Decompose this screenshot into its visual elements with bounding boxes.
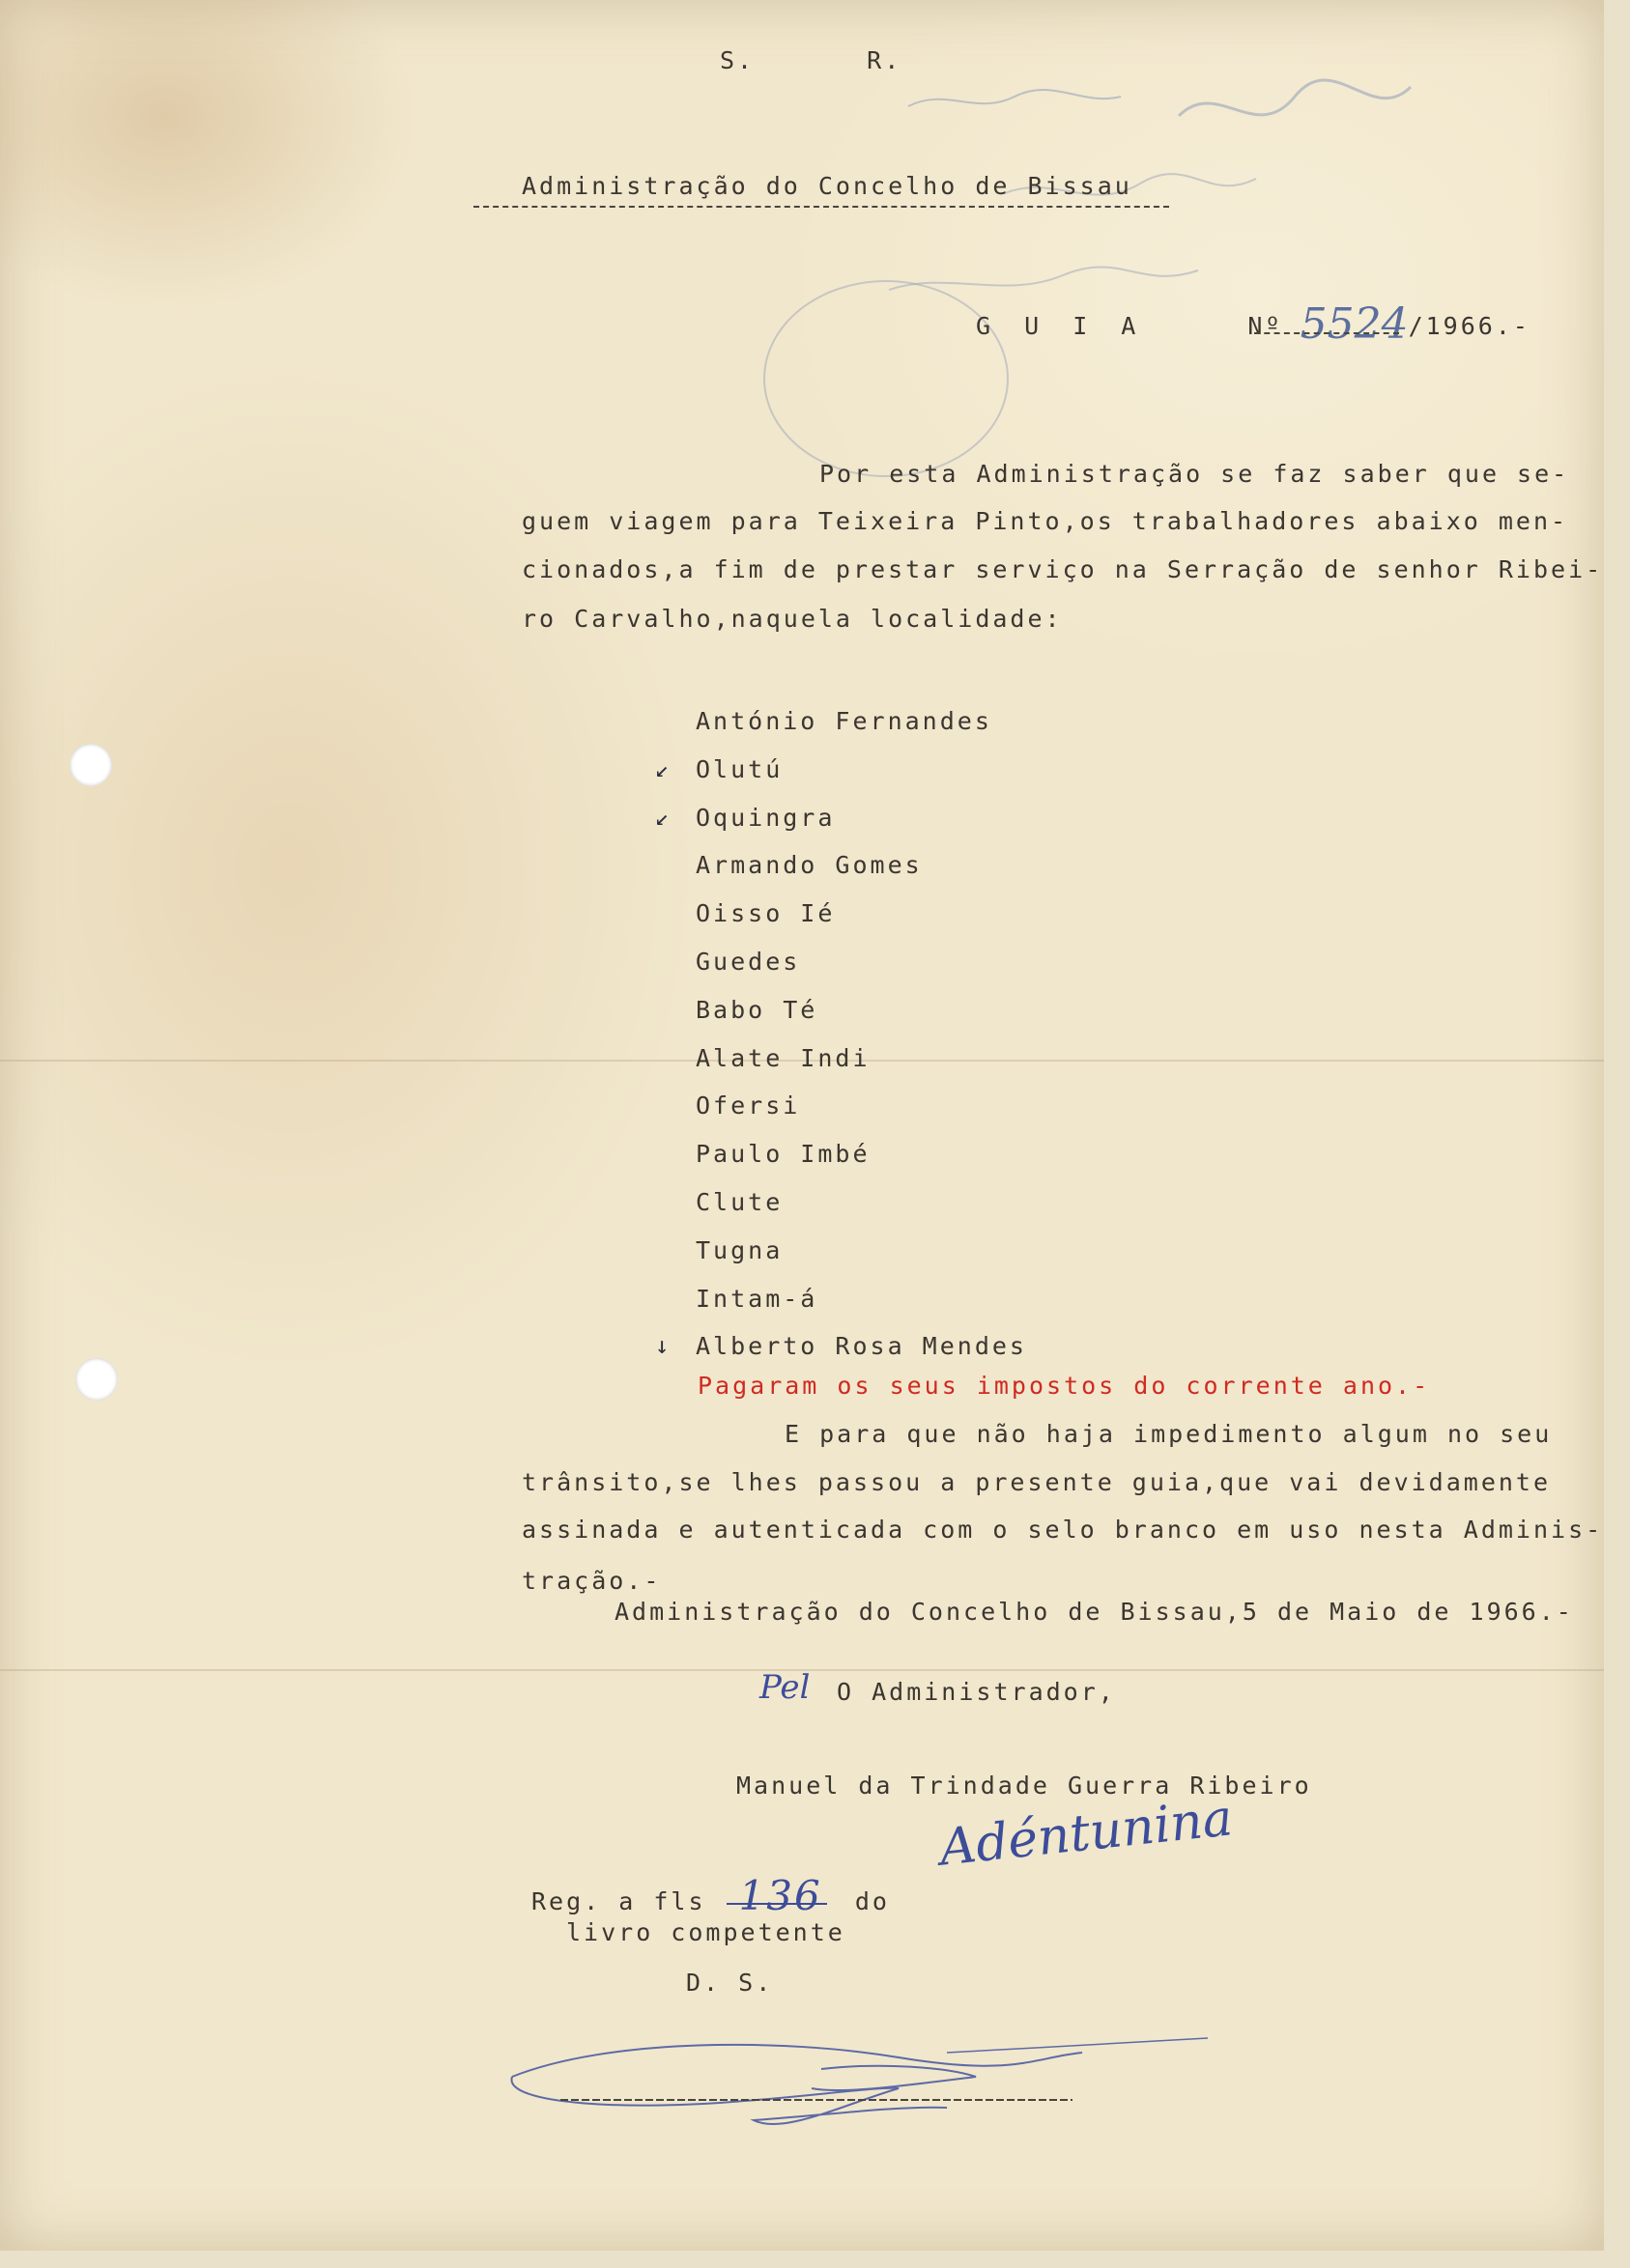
closing-line: tração.- xyxy=(522,1567,662,1595)
administrator-label: O Administrador, xyxy=(837,1678,1116,1706)
closing-line: trânsito,se lhes passou a presente guia,que vai devidamente xyxy=(522,1468,1552,1496)
worker-name: António Fernandes xyxy=(696,707,992,735)
place-date: Administração do Concelho de Bissau,5 de Maio de 1966.- xyxy=(615,1598,1574,1626)
guia-number-prefix: Nº xyxy=(1247,312,1283,340)
guia-label: G U I A xyxy=(976,312,1146,340)
list-item xyxy=(696,841,1027,890)
list-item xyxy=(655,794,1027,842)
header-left-letter: S. xyxy=(720,46,756,74)
register-suffix: do xyxy=(854,1887,890,1915)
register-book: livro competente xyxy=(566,1918,845,1946)
worker-name: Clute xyxy=(696,1187,784,1216)
list-item xyxy=(696,986,1027,1035)
list-item xyxy=(696,1275,1027,1323)
punch-hole xyxy=(75,1358,118,1401)
check-mark-icon: ↙ xyxy=(655,803,670,831)
list-item xyxy=(696,938,1027,986)
check-mark-icon: ↙ xyxy=(655,754,670,782)
worker-name: Armando Gomes xyxy=(696,851,923,880)
folio-underline xyxy=(727,1903,827,1905)
worker-name: Tugna xyxy=(696,1235,784,1264)
intro-line: guem viagem para Teixeira Pinto,os trabalhadores abaixo men- xyxy=(522,507,1569,535)
intro-line: cionados,a fim de prestar serviço na Serração de senhor Ribei- xyxy=(522,555,1604,583)
worker-name: Oisso Ié xyxy=(696,899,836,928)
administrator-name: Manuel da Trindade Guerra Ribeiro xyxy=(736,1772,1312,1800)
list-item xyxy=(696,1227,1027,1275)
guia-line xyxy=(976,296,1530,349)
worker-name: Intam-á xyxy=(696,1284,818,1313)
closing-line: assinada e autenticada com o selo branco em uso nesta Adminis- xyxy=(522,1516,1604,1544)
header-right-letter: R. xyxy=(867,46,902,74)
list-item xyxy=(655,746,1027,794)
guia-number-underline xyxy=(1254,332,1399,334)
bottom-signature xyxy=(493,2019,1227,2164)
worker-name: Ofersi xyxy=(696,1091,801,1120)
workers-list xyxy=(655,697,1027,1371)
list-item xyxy=(696,1130,1027,1178)
closing-line: E para que não haja impedimento algum no seu xyxy=(785,1420,1553,1448)
office-title: Administração do Concelho de Bissau xyxy=(522,172,1132,200)
register-prefix: Reg. a fls xyxy=(531,1887,706,1915)
list-item xyxy=(696,1178,1027,1227)
list-item xyxy=(655,1322,1027,1371)
list-item xyxy=(696,1082,1027,1130)
taxes-note: Pagaram os seus impostos do corrente ano.- xyxy=(698,1372,1431,1400)
punch-hole xyxy=(70,744,112,786)
office-underline xyxy=(473,206,1169,208)
worker-name: Guedes xyxy=(696,947,801,976)
register-ds: D. S. xyxy=(686,1969,774,1997)
header-sr xyxy=(720,46,901,74)
intro-line: ro Carvalho,naquela localidade: xyxy=(522,605,1063,633)
check-mark-icon: ↓ xyxy=(655,1332,670,1360)
register-line xyxy=(531,1872,890,1919)
embossed-seal xyxy=(763,280,1009,477)
worker-name: Alate Indi xyxy=(696,1043,871,1072)
list-item xyxy=(696,890,1027,938)
handwritten-signature: Adéntunina xyxy=(936,1789,1236,1878)
guia-year: /1966.- xyxy=(1408,312,1530,340)
handwritten-folio: 136 xyxy=(738,1872,822,1919)
worker-name: Olutú xyxy=(696,754,784,783)
list-item xyxy=(696,697,1027,746)
handwritten-pel: Pel xyxy=(759,1668,811,1707)
guia-number: 5524 xyxy=(1300,299,1409,349)
worker-name: Alberto Rosa Mendes xyxy=(696,1332,1027,1361)
intro-line: Por esta Administração se faz saber que se- xyxy=(819,460,1570,488)
worker-name: Babo Té xyxy=(696,995,818,1024)
worker-name: Oquingra xyxy=(696,803,836,832)
list-item xyxy=(696,1035,1027,1083)
worker-name: Paulo Imbé xyxy=(696,1140,871,1169)
